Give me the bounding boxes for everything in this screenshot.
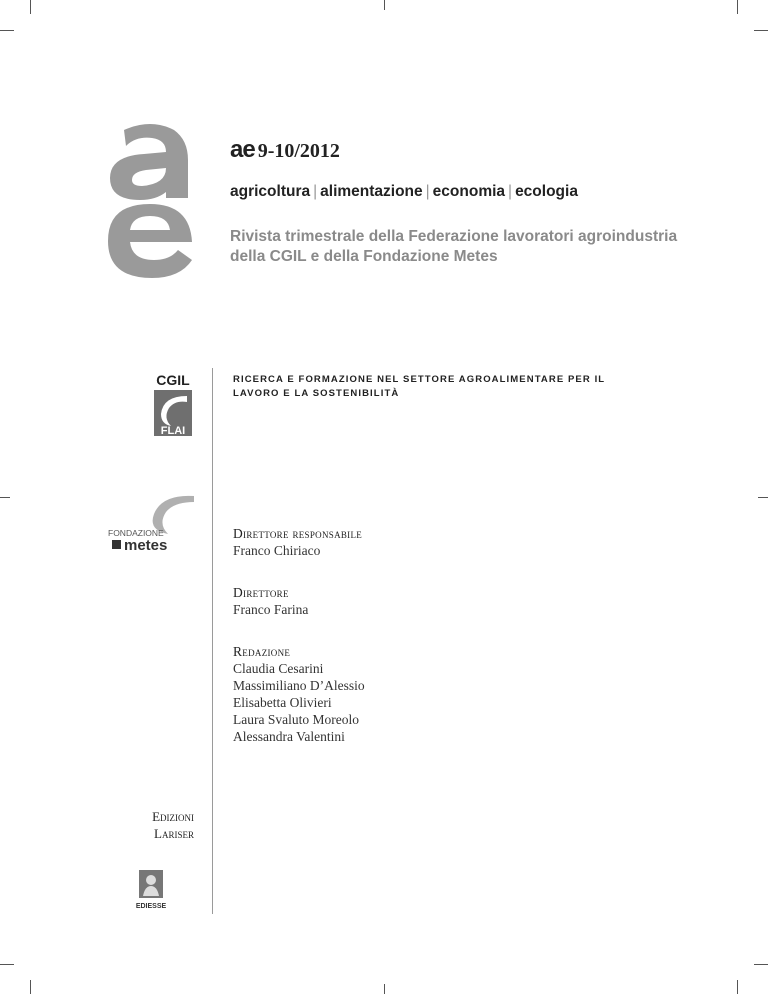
crop-mark [737,0,738,14]
crop-mark [754,30,768,31]
subject-separator: | [313,183,318,200]
publisher-name [110,808,194,842]
director-block [233,584,533,618]
role-label: Direttore [233,585,289,600]
subject-item: agricoltura [230,183,311,200]
crop-mark [30,980,31,994]
editorial-block [233,643,533,745]
crop-mark [0,964,14,965]
issue-prefix: ae [230,136,255,163]
role-label: Redazione [233,644,291,659]
staff-name: Franco Farina [233,602,309,617]
crop-mark [758,497,768,498]
flai-logo-text: FLAI [160,425,186,437]
crop-mark [737,980,738,994]
crop-mark [0,30,14,31]
research-line: RICERCA E FORMAZIONE NEL SETTORE AGROALIMENTARE PER IL LAVORO E LA SOSTENIBILITÀ [233,374,606,399]
issue-number: 9-10/2012 [257,140,340,162]
ediesse-logo [136,868,166,910]
ae-logo [96,120,206,280]
crop-mark [30,0,31,14]
cgil-flai-logo [151,372,195,438]
staff-name: Elisabetta Olivieri [233,695,332,710]
subject-separator: | [508,183,513,200]
crop-mark [754,964,768,965]
publisher-line: Edizioni [152,809,194,824]
subjects-line [230,183,578,201]
journal-subtitle: Rivista trimestrale della Federazione lavoratori agroindustria della CGIL e della Fondazione Metes [230,228,678,265]
staff-name: Franco Chiriaco [233,543,321,558]
director-responsible-block [233,525,533,559]
staff-name: Laura Svaluto Moreolo [233,712,359,727]
metes-small-text: FONDAZIONE [108,528,164,538]
metes-big-text: metes [124,537,168,552]
crop-mark [0,497,10,498]
fondazione-metes-logo [108,492,196,552]
staff-name: Claudia Cesarini [233,661,324,676]
subject-separator: | [425,183,430,200]
crop-mark [384,984,385,994]
staff-name: Massimiliano D’Alessio [233,678,365,693]
subject-item: ecologia [515,183,578,200]
issue-heading [230,136,340,164]
subject-item: economia [432,183,506,200]
subject-item: alimentazione [320,183,423,200]
role-label: Direttore responsabile [233,526,363,541]
cgil-logo-text: CGIL [156,372,190,388]
staff-name: Alessandra Valentini [233,729,345,744]
ediesse-logo-text: EDIESSE [136,903,166,910]
publisher-line: Lariser [154,826,194,841]
crop-mark [384,0,385,10]
vertical-divider [212,368,213,914]
